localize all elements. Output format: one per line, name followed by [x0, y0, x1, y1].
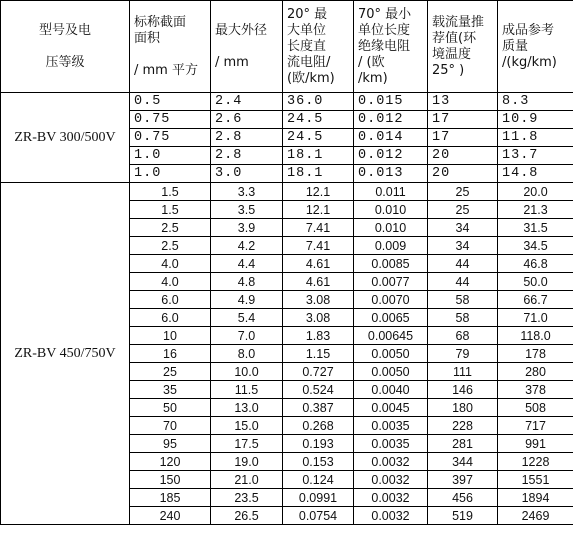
cell-insulation-resistance: 0.014 — [354, 129, 428, 147]
cell-dc-resistance: 24.5 — [283, 129, 354, 147]
cell-reference-mass: 178 — [498, 345, 573, 363]
header-line: /(kg/km) — [502, 54, 557, 70]
cell-current-capacity: 344 — [428, 453, 498, 471]
cell-dc-resistance: 1.15 — [283, 345, 354, 363]
cell-cross-section: 70 — [130, 417, 211, 435]
header-line: / (欧 — [358, 54, 385, 70]
cell-dc-resistance: 18.1 — [283, 165, 354, 183]
header-line: 70° 最小 — [358, 6, 412, 22]
cell-max-outer-diameter: 7.0 — [211, 327, 283, 345]
cell-insulation-resistance: 0.0085 — [354, 255, 428, 273]
cell-reference-mass: 1894 — [498, 489, 573, 507]
cell-current-capacity: 146 — [428, 381, 498, 399]
cell-dc-resistance: 3.08 — [283, 291, 354, 309]
cell-reference-mass: 66.7 — [498, 291, 573, 309]
cell-max-outer-diameter: 2.8 — [211, 129, 283, 147]
cell-current-capacity: 25 — [428, 201, 498, 219]
cell-cross-section: 2.5 — [130, 237, 211, 255]
cell-reference-mass: 280 — [498, 363, 573, 381]
cell-dc-resistance: 0.153 — [283, 453, 354, 471]
cell-dc-resistance: 0.0754 — [283, 507, 354, 525]
cell-max-outer-diameter: 13.0 — [211, 399, 283, 417]
cell-cross-section: 240 — [130, 507, 211, 525]
header-line — [1, 39, 129, 55]
cell-cross-section: 120 — [130, 453, 211, 471]
cell-current-capacity: 44 — [428, 255, 498, 273]
header-cross-section — [130, 1, 211, 93]
header-line: 成品参考 — [502, 22, 555, 38]
header-line: 质量 — [502, 38, 529, 54]
cell-dc-resistance: 0.268 — [283, 417, 354, 435]
cell-insulation-resistance: 0.0050 — [354, 363, 428, 381]
cell-cross-section: 1.5 — [130, 183, 211, 201]
cell-reference-mass: 8.3 — [498, 93, 573, 111]
cell-max-outer-diameter: 5.4 — [211, 309, 283, 327]
cell-dc-resistance: 0.524 — [283, 381, 354, 399]
cell-dc-resistance: 24.5 — [283, 111, 354, 129]
cell-reference-mass: 1551 — [498, 471, 573, 489]
cell-dc-resistance: 0.0991 — [283, 489, 354, 507]
cell-cross-section: 1.5 — [130, 201, 211, 219]
cell-insulation-resistance: 0.0070 — [354, 291, 428, 309]
cell-current-capacity: 34 — [428, 219, 498, 237]
cell-reference-mass: 118.0 — [498, 327, 573, 345]
header-line: 型号及电 — [38, 22, 91, 38]
cell-current-capacity: 25 — [428, 183, 498, 201]
cell-cross-section: 4.0 — [130, 255, 211, 273]
cell-insulation-resistance: 0.0035 — [354, 417, 428, 435]
cell-cross-section: 0.75 — [130, 111, 211, 129]
cell-max-outer-diameter: 17.5 — [211, 435, 283, 453]
header-line: 最大外径 — [215, 22, 268, 38]
cell-insulation-resistance: 0.011 — [354, 183, 428, 201]
cell-insulation-resistance: 0.0045 — [354, 399, 428, 417]
cell-cross-section: 185 — [130, 489, 211, 507]
cell-max-outer-diameter: 21.0 — [211, 471, 283, 489]
cell-max-outer-diameter: 3.0 — [211, 165, 283, 183]
table-row — [1, 93, 573, 111]
header-line: 压等级 — [45, 54, 85, 70]
cell-reference-mass: 1228 — [498, 453, 573, 471]
cell-current-capacity: 519 — [428, 507, 498, 525]
cell-max-outer-diameter: 10.0 — [211, 363, 283, 381]
cell-current-capacity: 68 — [428, 327, 498, 345]
cell-cross-section: 0.5 — [130, 93, 211, 111]
cell-max-outer-diameter: 19.0 — [211, 453, 283, 471]
cell-max-outer-diameter: 4.4 — [211, 255, 283, 273]
cell-reference-mass: 14.8 — [498, 165, 573, 183]
header-voltage-class — [1, 1, 130, 93]
cell-insulation-resistance: 0.0032 — [354, 471, 428, 489]
cell-insulation-resistance: 0.0065 — [354, 309, 428, 327]
cell-dc-resistance: 36.0 — [283, 93, 354, 111]
header-insulation-resistance — [354, 1, 428, 93]
cell-reference-mass: 11.8 — [498, 129, 573, 147]
cell-cross-section: 95 — [130, 435, 211, 453]
header-line: 大单位 — [287, 22, 327, 38]
header-line: 面积 — [134, 30, 161, 46]
header-line: 长度直 — [287, 38, 327, 54]
cell-insulation-resistance: 0.00645 — [354, 327, 428, 345]
cell-dc-resistance: 4.61 — [283, 273, 354, 291]
cell-current-capacity: 20 — [428, 147, 498, 165]
header-row — [1, 1, 573, 93]
cell-reference-mass: 31.5 — [498, 219, 573, 237]
cell-current-capacity: 58 — [428, 291, 498, 309]
cell-insulation-resistance: 0.013 — [354, 165, 428, 183]
cell-current-capacity: 456 — [428, 489, 498, 507]
cell-current-capacity: 17 — [428, 111, 498, 129]
cell-cross-section: 2.5 — [130, 219, 211, 237]
header-current-capacity — [428, 1, 498, 93]
cell-insulation-resistance: 0.012 — [354, 147, 428, 165]
cell-dc-resistance: 12.1 — [283, 183, 354, 201]
cell-current-capacity: 111 — [428, 363, 498, 381]
cell-insulation-resistance: 0.0077 — [354, 273, 428, 291]
cell-insulation-resistance: 0.015 — [354, 93, 428, 111]
cell-reference-mass: 20.0 — [498, 183, 573, 201]
header-line: 流电阻/ — [287, 54, 331, 70]
cell-dc-resistance: 4.61 — [283, 255, 354, 273]
cell-dc-resistance: 12.1 — [283, 201, 354, 219]
table-body — [1, 93, 573, 525]
cell-reference-mass: 717 — [498, 417, 573, 435]
cell-dc-resistance: 0.727 — [283, 363, 354, 381]
cell-insulation-resistance: 0.0035 — [354, 435, 428, 453]
cell-current-capacity: 79 — [428, 345, 498, 363]
header-line — [134, 47, 210, 63]
cell-cross-section: 35 — [130, 381, 211, 399]
header-line: 境温度 — [432, 46, 472, 62]
cell-max-outer-diameter: 8.0 — [211, 345, 283, 363]
header-line: 单位长度 — [358, 22, 411, 38]
cell-max-outer-diameter: 3.3 — [211, 183, 283, 201]
cell-reference-mass: 13.7 — [498, 147, 573, 165]
voltage-group-label: ZR-BV 300/500V — [1, 93, 130, 183]
header-line: (欧/km) — [287, 70, 335, 86]
voltage-group-label: ZR-BV 450/750V — [1, 183, 130, 525]
cell-cross-section: 4.0 — [130, 273, 211, 291]
cell-reference-mass: 46.8 — [498, 255, 573, 273]
cell-dc-resistance: 3.08 — [283, 309, 354, 327]
header-line: 载流量推 — [432, 14, 485, 30]
cell-insulation-resistance: 0.0040 — [354, 381, 428, 399]
cell-reference-mass: 508 — [498, 399, 573, 417]
cell-current-capacity: 180 — [428, 399, 498, 417]
cell-insulation-resistance: 0.010 — [354, 219, 428, 237]
cell-reference-mass: 10.9 — [498, 111, 573, 129]
cell-insulation-resistance: 0.0050 — [354, 345, 428, 363]
cell-max-outer-diameter: 2.8 — [211, 147, 283, 165]
cell-reference-mass: 71.0 — [498, 309, 573, 327]
header-line — [215, 39, 282, 55]
cell-current-capacity: 44 — [428, 273, 498, 291]
cell-current-capacity: 58 — [428, 309, 498, 327]
cell-reference-mass: 50.0 — [498, 273, 573, 291]
header-line: 20° 最 — [287, 6, 328, 22]
cell-reference-mass: 21.3 — [498, 201, 573, 219]
cell-dc-resistance: 7.41 — [283, 219, 354, 237]
cell-current-capacity: 34 — [428, 237, 498, 255]
header-line: / mm — [215, 54, 249, 70]
header-max-outer-diameter — [211, 1, 283, 93]
cell-dc-resistance: 7.41 — [283, 237, 354, 255]
header-line: 标称截面 — [134, 14, 187, 30]
cell-max-outer-diameter: 3.5 — [211, 201, 283, 219]
table-header — [1, 1, 573, 93]
cell-current-capacity: 17 — [428, 129, 498, 147]
cell-dc-resistance: 1.83 — [283, 327, 354, 345]
cell-cross-section: 6.0 — [130, 291, 211, 309]
cell-insulation-resistance: 0.010 — [354, 201, 428, 219]
header-dc-resistance — [283, 1, 354, 93]
cell-cross-section: 1.0 — [130, 147, 211, 165]
cell-cross-section: 6.0 — [130, 309, 211, 327]
cell-insulation-resistance: 0.0032 — [354, 507, 428, 525]
cell-dc-resistance: 0.124 — [283, 471, 354, 489]
cell-max-outer-diameter: 26.5 — [211, 507, 283, 525]
cell-cross-section: 50 — [130, 399, 211, 417]
cell-max-outer-diameter: 3.9 — [211, 219, 283, 237]
header-line: /km) — [358, 70, 388, 86]
cell-reference-mass: 378 — [498, 381, 573, 399]
cell-max-outer-diameter: 4.9 — [211, 291, 283, 309]
cell-dc-resistance: 18.1 — [283, 147, 354, 165]
cell-cross-section: 10 — [130, 327, 211, 345]
cell-max-outer-diameter: 23.5 — [211, 489, 283, 507]
cell-current-capacity: 13 — [428, 93, 498, 111]
cell-current-capacity: 20 — [428, 165, 498, 183]
cell-cross-section: 1.0 — [130, 165, 211, 183]
header-reference-mass — [498, 1, 573, 93]
cell-dc-resistance: 0.193 — [283, 435, 354, 453]
cell-insulation-resistance: 0.0032 — [354, 489, 428, 507]
cell-cross-section: 150 — [130, 471, 211, 489]
cell-cross-section: 0.75 — [130, 129, 211, 147]
cell-insulation-resistance: 0.0032 — [354, 453, 428, 471]
cell-current-capacity: 397 — [428, 471, 498, 489]
cell-max-outer-diameter: 15.0 — [211, 417, 283, 435]
cell-reference-mass: 34.5 — [498, 237, 573, 255]
cell-insulation-resistance: 0.012 — [354, 111, 428, 129]
cell-insulation-resistance: 0.009 — [354, 237, 428, 255]
cell-dc-resistance: 0.387 — [283, 399, 354, 417]
header-line: 25° ) — [432, 62, 465, 78]
cell-reference-mass: 991 — [498, 435, 573, 453]
cell-max-outer-diameter: 11.5 — [211, 381, 283, 399]
cell-max-outer-diameter: 4.2 — [211, 237, 283, 255]
header-line: 绝缘电阻 — [358, 38, 411, 54]
cell-cross-section: 16 — [130, 345, 211, 363]
cell-current-capacity: 228 — [428, 417, 498, 435]
cell-current-capacity: 281 — [428, 435, 498, 453]
cell-cross-section: 25 — [130, 363, 211, 381]
header-line: / mm 平方 — [134, 62, 198, 78]
cell-max-outer-diameter: 4.8 — [211, 273, 283, 291]
table-row — [1, 183, 573, 201]
cell-max-outer-diameter: 2.6 — [211, 111, 283, 129]
cell-reference-mass: 2469 — [498, 507, 573, 525]
header-line: 荐值(环 — [432, 30, 477, 46]
cell-max-outer-diameter: 2.4 — [211, 93, 283, 111]
